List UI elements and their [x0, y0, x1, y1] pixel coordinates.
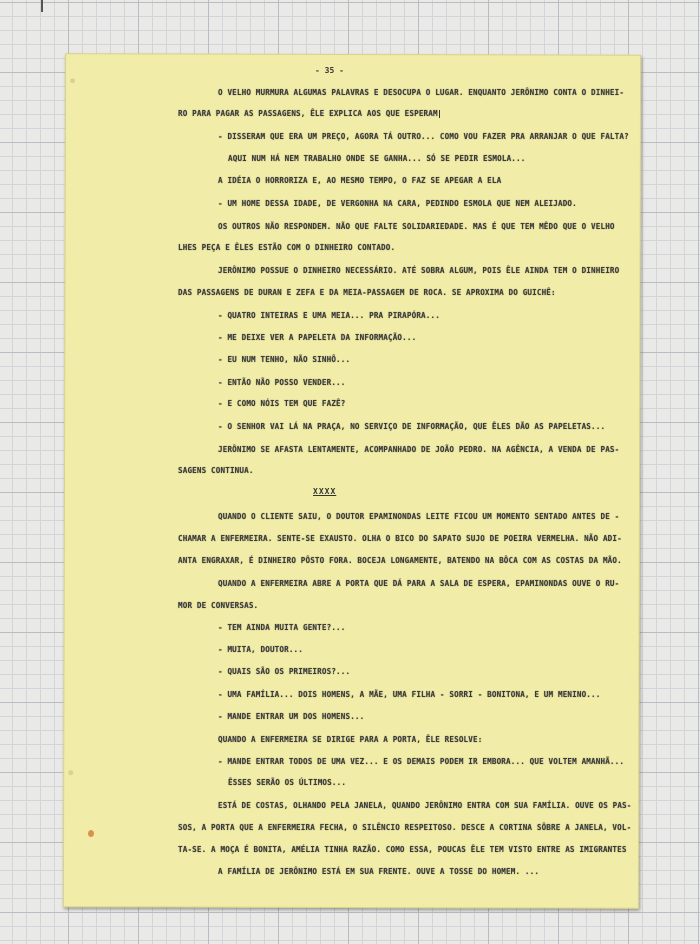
text-line: - E COMO NÓIS TEM QUE FAZÊ? — [218, 399, 346, 408]
text-line: DAS PASSAGENS DE DURAN E ZEFA E DA MEIA-PASSAGEM DE ROCA. SE APROXIMA DO GUICHÊ: — [178, 288, 556, 297]
text-line: OS OUTROS NÃO RESPONDEM. NÃO QUE FALTE SOLIDARIEDADE. MAS É QUE TEM MÊDO QUE O VELHO — [218, 222, 615, 231]
text-line: - QUAIS SÃO OS PRIMEIROS?... — [218, 667, 351, 676]
ink-stain — [88, 830, 94, 837]
text-line: - UMA FAMÍLIA... DOIS HOMENS, A MÃE, UMA FILHA - SORRI - BONITONA, E UM MENINO... — [218, 690, 601, 699]
text-line: QUANDO A ENFERMEIRA ABRE A PORTA QUE DÁ PARA A SALA DE ESPERA, EPAMINONDAS OUVE O RU- — [218, 579, 620, 588]
text-line: - O SENHOR VAI LÁ NA PRAÇA, NO SERVIÇO DE INFORMAÇÃO, QUE ÊLES DÃO AS PAPELETAS... — [218, 422, 606, 431]
text-line: - TEM AINDA MUITA GENTE?... — [218, 623, 346, 632]
text-line: RO PARA PAGAR AS PASSAGENS, ÊLE EXPLICA AOS QUE ESPERAM — [178, 109, 438, 118]
text-line: QUANDO O CLIENTE SAIU, O DOUTOR EPAMINONDAS LEITE FICOU UM MOMENTO SENTADO ANTES DE - — [218, 512, 620, 521]
text-line: SAGENS CONTINUA. — [178, 466, 254, 475]
text-line: JERÔNIMO POSSUE O DINHEIRO NECESSÁRIO. ATÉ SOBRA ALGUM, POIS ÊLE AINDA TEM O DINHEIRO — [218, 266, 620, 275]
text-line: SOS, A PORTA QUE A ENFERMEIRA FECHA, O SILÊNCIO RESPEITOSO. DESCE A CORTINA SÔBRE A JANELA, VOL- — [178, 823, 632, 832]
text-line: MOR DE CONVERSAS. — [178, 601, 259, 610]
text-line: ANTA ENGRAXAR, É DINHEIRO PÔSTO FORA. BOCEJA LONGAMENTE, BATENDO NA BÔCA COM AS COSTAS DA MÃO. — [178, 556, 622, 565]
text-line: LHES PEÇA E ÊLES ESTÃO COM O DINHEIRO CONTADO. — [178, 243, 396, 252]
binder-hole — [70, 78, 75, 83]
text-line: O VELHO MURMURA ALGUMAS PALAVRAS E DESOCUPA O LUGAR. ENQUANTO JERÔNIMO CONTA O DINHEI- — [218, 88, 625, 97]
binder-hole — [68, 770, 73, 775]
text-line: A FAMÍLIA DE JERÔNIMO ESTÁ EM SUA FRENTE. OUVE A TOSSE DO HOMEM. ... — [218, 867, 540, 876]
text-line: - DISSERAM QUE ERA UM PREÇO, AGORA TÁ OUTRO... COMO VOU FAZER PRA ARRANJAR O QUE FALTA? — [218, 132, 629, 141]
text-line: - MANDE ENTRAR TODOS DE UMA VEZ... E OS DEMAIS PODEM IR EMBORA... QUE VOLTEM AMANHÃ... — [218, 757, 625, 766]
text-line: - QUATRO INTEIRAS E UMA MEIA... PRA PIRAPÓRA... — [218, 311, 440, 320]
text-line: - ENTÃO NÃO POSSO VENDER... — [218, 378, 346, 387]
text-line: TA-SE. A MOÇA É BONITA, AMÉLIA TINHA RAZÃO. COMO ESSA, POUCAS ÊLE TEM VISTO ENTRE AS IMIGRANTES — [178, 845, 627, 854]
text-line: - MUITA, DOUTOR... — [218, 645, 303, 654]
grid-tick-mark — [41, 0, 43, 12]
section-marker: XXXX — [313, 487, 337, 496]
text-line: ESTÁ DE COSTAS, OLHANDO PELA JANELA, QUANDO JERÔNIMO ENTRA COM SUA FAMÍLIA. OUVE OS PAS- — [218, 801, 632, 810]
text-line: QUANDO A ENFERMEIRA SE DIRIGE PARA A PORTA, ÊLE RESOLVE: — [218, 735, 483, 744]
text-line: - ME DEIXE VER A PAPELETA DA INFORMAÇÃO... — [218, 333, 417, 342]
text-line: A IDÉIA O HORRORIZA E, AO MESMO TEMPO, O FAZ SE APEGAR A ELA — [218, 176, 502, 185]
text-line: ÊSSES SERÃO OS ÚLTIMOS... — [228, 778, 347, 787]
text-line: - UM HOME DESSA IDADE, DE VERGONHA NA CARA, PEDINDO ESMOLA QUE NEM ALEIJADO. — [218, 199, 577, 208]
text-line: AQUI NUM HÁ NEM TRABALHO ONDE SE GANHA... SÓ SE PEDIR ESMOLA... — [228, 154, 526, 163]
text-cursor-icon — [439, 110, 440, 118]
text-line: CHAMAR A ENFERMEIRA. SENTE-SE EXAUSTO. OLHA O BICO DO SAPATO SUJO DE POEIRA VERMELHA. NÃO ADI- — [178, 534, 622, 543]
text-line: JERÔNIMO SE AFASTA LENTAMENTE, ACOMPANHADO DE JOÃO PEDRO. NA AGÊNCIA, A VENDA DE PAS- — [218, 445, 620, 454]
text-line: - MANDE ENTRAR UM DOS HOMENS... — [218, 712, 365, 721]
page-number: - 35 - — [315, 66, 344, 75]
text-line: - EU NUM TENHO, NÃO SINHÔ... — [218, 355, 351, 364]
